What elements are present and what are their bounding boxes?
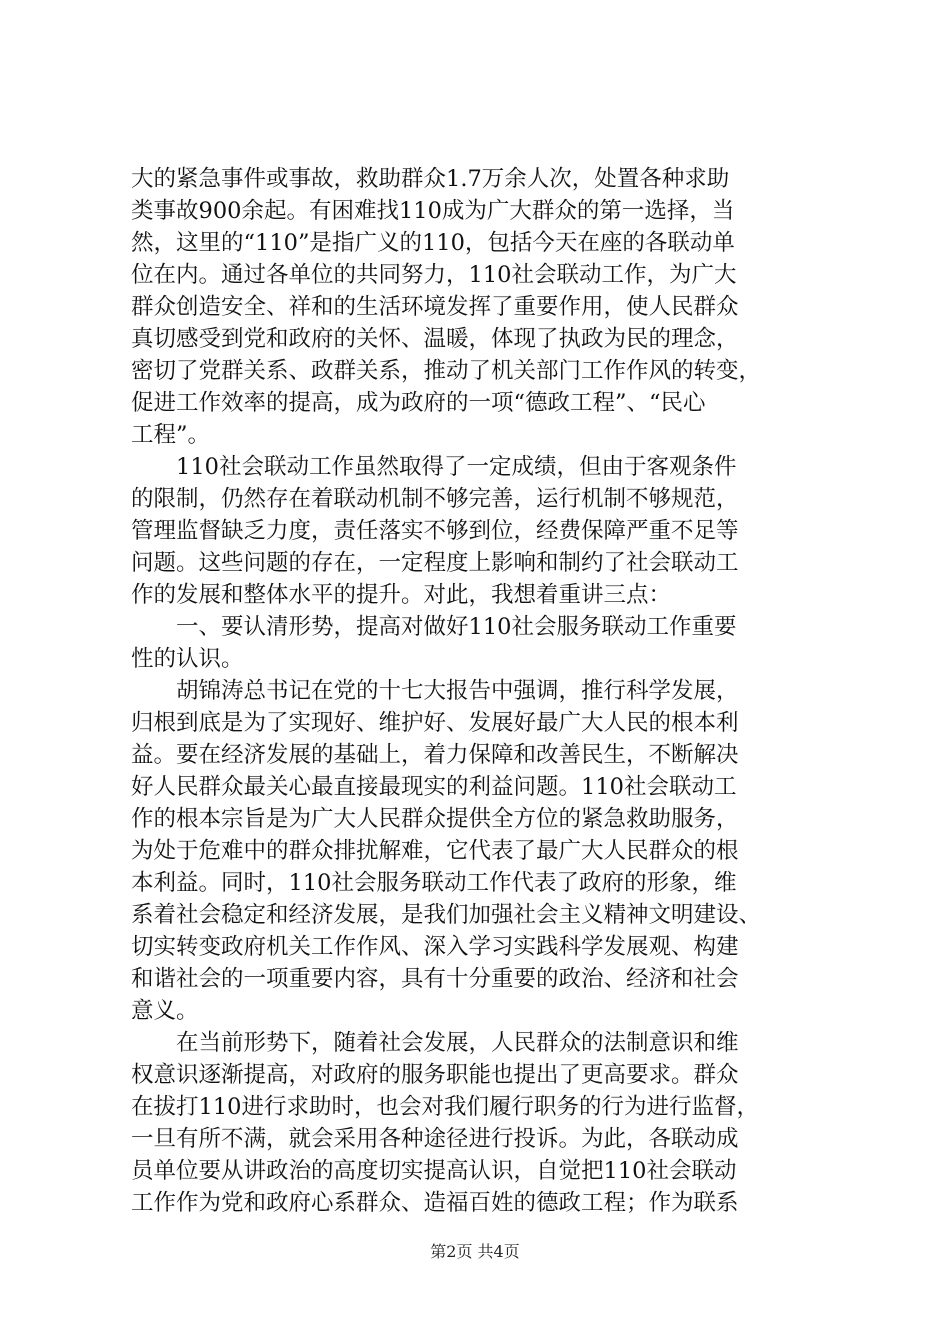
text-line: 一、要认清形势，提高对做好110社会服务联动工作重要 [131, 614, 737, 640]
text-line: 性的认识。 [131, 646, 244, 672]
text-line: 工作作为党和政府心系群众、造福百姓的德政工程；作为联系 [131, 1190, 739, 1216]
text-line: 员单位要从讲政治的高度切实提高认识，自觉把110社会联动 [131, 1158, 737, 1184]
text-line: 意义。 [131, 998, 199, 1024]
text-line: 权意识逐渐提高，对政府的服务职能也提出了更高要求。群众 [131, 1062, 739, 1088]
text-line: 管理监督缺乏力度，责任落实不够到位，经费保障严重不足等 [131, 518, 739, 544]
text-line: 然，这里的“110”是指广义的110，包括今天在座的各联动单 [131, 230, 735, 256]
page-number-footer: 第2页 共4页 [430, 1242, 520, 1261]
text-line: 在当前形势下，随着社会发展，人民群众的法制意识和维 [131, 1030, 739, 1056]
text-line: 一旦有所不满，就会采用各种途径进行投诉。为此，各联动成 [131, 1126, 739, 1152]
text-line: 类事故900余起。有困难找110成为广大群众的第一选择，当 [131, 198, 735, 224]
document-body [131, 163, 831, 1219]
text-line: 位在内。通过各单位的共同努力，110社会联动工作，为广大 [131, 262, 737, 288]
text-line: 在拔打110进行求助时，也会对我们履行职务的行为进行监督， [131, 1094, 759, 1120]
text-line: 的限制，仍然存在着联动机制不够完善，运行机制不够规范， [131, 486, 739, 512]
text-line: 问题。这些问题的存在，一定程度上影响和制约了社会联动工 [131, 550, 739, 576]
text-line: 大的紧急事件或事故，救助群众1.7万余人次，处置各种求助 [131, 166, 730, 192]
text-line: 本利益。同时，110社会服务联动工作代表了政府的形象，维 [131, 870, 737, 896]
text-line: 益。要在经济发展的基础上，着力保障和改善民生，不断解决 [131, 742, 739, 768]
text-line: 归根到底是为了实现好、维护好、发展好最广大人民的根本利 [131, 710, 739, 736]
text-line: 真切感受到党和政府的关怀、温暖，体现了执政为民的理念， [131, 326, 739, 352]
text-line: 作的根本宗旨是为广大人民群众提供全方位的紧急救助服务， [131, 806, 739, 832]
text-line: 群众创造安全、祥和的生活环境发挥了重要作用，使人民群众 [131, 294, 739, 320]
text-line: 切实转变政府机关工作作风、深入学习实践科学发展观、构建 [131, 934, 739, 960]
text-line: 工程”。 [131, 422, 211, 448]
text-line: 为处于危难中的群众排扰解难，它代表了最广大人民群众的根 [131, 838, 739, 864]
text-line: 好人民群众最关心最直接最现实的利益问题。110社会联动工 [131, 774, 737, 800]
text-line: 促进工作效率的提高，成为政府的一项“德政工程”、“民心 [131, 390, 706, 416]
text-line: 密切了党群关系、政群关系，推动了机关部门工作作风的转变， [131, 358, 762, 384]
text-line: 和谐社会的一项重要内容，具有十分重要的政治、经济和社会 [131, 966, 739, 992]
text-line: 胡锦涛总书记在党的十七大报告中强调，推行科学发展， [131, 678, 739, 704]
text-line: 系着社会稳定和经济发展，是我们加强社会主义精神文明建设、 [131, 902, 762, 928]
text-line: 110社会联动工作虽然取得了一定成绩，但由于客观条件 [131, 454, 737, 480]
text-line: 作的发展和整体水平的提升。对此，我想着重讲三点： [131, 582, 672, 608]
